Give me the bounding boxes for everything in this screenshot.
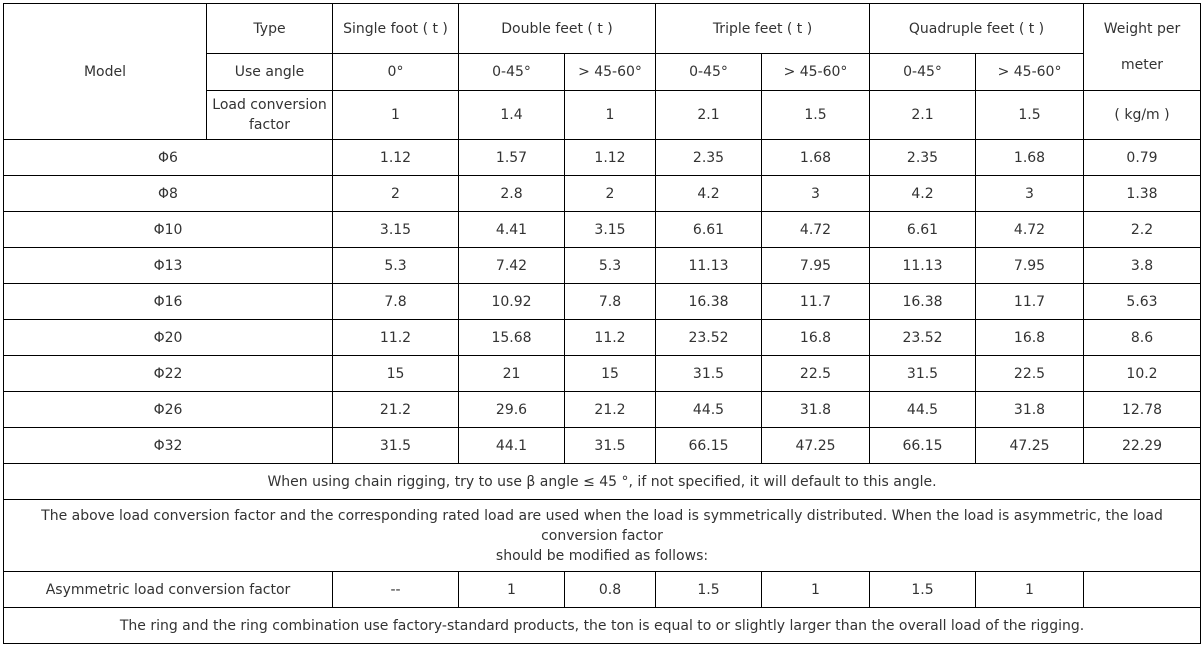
- value-cell: 6.61: [870, 212, 976, 248]
- asymmetric-factor-cell: 1.5: [870, 572, 976, 608]
- value-cell: 2.35: [870, 140, 976, 176]
- value-cell: 47.25: [976, 428, 1084, 464]
- model-header: Model: [4, 4, 207, 140]
- factor-double-low: 1.4: [459, 91, 565, 140]
- angle-double-low: 0-45°: [459, 54, 565, 91]
- factor-double-high: 1: [565, 91, 656, 140]
- value-cell: 2: [333, 176, 459, 212]
- table-row: [4, 356, 1201, 392]
- value-cell: 1.12: [565, 140, 656, 176]
- asymmetric-factor-cell: --: [333, 572, 459, 608]
- table-row: [4, 176, 1201, 212]
- value-cell: 2: [565, 176, 656, 212]
- table-row: [4, 140, 1201, 176]
- value-cell: 11.2: [565, 320, 656, 356]
- angle-triple-high: > 45-60°: [762, 54, 870, 91]
- value-cell: 5.3: [565, 248, 656, 284]
- value-cell: 10.2: [1084, 356, 1201, 392]
- value-cell: 66.15: [870, 428, 976, 464]
- value-cell: 6.61: [656, 212, 762, 248]
- asymmetric-note-line1: The above load conversion factor and the corresponding rated load are used when the load is symmetrically distributed. When the load is asymmetric, the load conversion factor: [41, 507, 1163, 544]
- value-cell: 1.38: [1084, 176, 1201, 212]
- value-cell: 15: [333, 356, 459, 392]
- value-cell: 8.6: [1084, 320, 1201, 356]
- value-cell: 3: [762, 176, 870, 212]
- value-cell: 31.5: [565, 428, 656, 464]
- model-cell: Φ26: [4, 392, 333, 428]
- factor-quadruple-high: 1.5: [976, 91, 1084, 140]
- use-angle-header: Use angle: [207, 54, 333, 91]
- value-cell: 21.2: [565, 392, 656, 428]
- model-cell: Φ13: [4, 248, 333, 284]
- single-foot-header: Single foot ( t ): [333, 4, 459, 54]
- value-cell: 16.8: [762, 320, 870, 356]
- value-cell: 16.38: [870, 284, 976, 320]
- asymmetric-factor-cell: 1.5: [656, 572, 762, 608]
- value-cell: 11.7: [762, 284, 870, 320]
- value-cell: 11.13: [656, 248, 762, 284]
- table-row: [4, 428, 1201, 464]
- double-feet-header: Double feet ( t ): [459, 4, 656, 54]
- factor-quadruple-low: 2.1: [870, 91, 976, 140]
- model-cell: Φ16: [4, 284, 333, 320]
- model-cell: Φ8: [4, 176, 333, 212]
- value-cell: 29.6: [459, 392, 565, 428]
- value-cell: 1.12: [333, 140, 459, 176]
- value-cell: 7.95: [976, 248, 1084, 284]
- value-cell: 2.35: [656, 140, 762, 176]
- beta-angle-note: When using chain rigging, try to use β angle ≤ 45 °, if not specified, it will default to this angle.: [4, 464, 1201, 500]
- value-cell: 4.72: [762, 212, 870, 248]
- angle-quadruple-low: 0-45°: [870, 54, 976, 91]
- value-cell: 23.52: [870, 320, 976, 356]
- value-cell: 3: [976, 176, 1084, 212]
- quadruple-feet-header: Quadruple feet ( t ): [870, 4, 1084, 54]
- model-cell: Φ6: [4, 140, 333, 176]
- table-row: [4, 392, 1201, 428]
- value-cell: 16.38: [656, 284, 762, 320]
- value-cell: 44.5: [656, 392, 762, 428]
- value-cell: 1.57: [459, 140, 565, 176]
- factor-triple-low: 2.1: [656, 91, 762, 140]
- value-cell: 4.41: [459, 212, 565, 248]
- value-cell: 3.8: [1084, 248, 1201, 284]
- value-cell: 31.5: [333, 428, 459, 464]
- value-cell: 5.3: [333, 248, 459, 284]
- load-conversion-factor-header: Load conversion factor: [207, 91, 333, 140]
- value-cell: 15.68: [459, 320, 565, 356]
- weight-header-line1: Weight per: [1103, 21, 1181, 37]
- angle-quadruple-high: > 45-60°: [976, 54, 1084, 91]
- value-cell: 11.7: [976, 284, 1084, 320]
- value-cell: 21: [459, 356, 565, 392]
- value-cell: 47.25: [762, 428, 870, 464]
- value-cell: 22.5: [976, 356, 1084, 392]
- value-cell: 21.2: [333, 392, 459, 428]
- model-cell: Φ32: [4, 428, 333, 464]
- value-cell: 31.8: [976, 392, 1084, 428]
- asymmetric-factor-label: Asymmetric load conversion factor: [4, 572, 333, 608]
- value-cell: 16.8: [976, 320, 1084, 356]
- value-cell: 31.5: [656, 356, 762, 392]
- value-cell: 11.13: [870, 248, 976, 284]
- model-cell: Φ10: [4, 212, 333, 248]
- value-cell: 2.2: [1084, 212, 1201, 248]
- value-cell: 44.1: [459, 428, 565, 464]
- asymmetric-factor-row: [4, 572, 1201, 608]
- angle-single: 0°: [333, 54, 459, 91]
- value-cell: 3.15: [565, 212, 656, 248]
- value-cell: 7.8: [565, 284, 656, 320]
- table-row: [4, 320, 1201, 356]
- value-cell: 23.52: [656, 320, 762, 356]
- table-row: [4, 284, 1201, 320]
- table-row: [4, 248, 1201, 284]
- value-cell: 44.5: [870, 392, 976, 428]
- value-cell: 7.42: [459, 248, 565, 284]
- ring-note: The ring and the ring combination use factory-standard products, the ton is equal to or slightly larger than the overall load of the rigging.: [4, 608, 1201, 644]
- angle-triple-low: 0-45°: [656, 54, 762, 91]
- load-spec-table: [3, 3, 1201, 644]
- value-cell: 22.5: [762, 356, 870, 392]
- model-cell: Φ20: [4, 320, 333, 356]
- asymmetric-note: [4, 500, 1201, 572]
- triple-feet-header: Triple feet ( t ): [656, 4, 870, 54]
- value-cell: 22.29: [1084, 428, 1201, 464]
- value-cell: 31.5: [870, 356, 976, 392]
- value-cell: 31.8: [762, 392, 870, 428]
- weight-unit: ( kg/m ): [1084, 91, 1201, 140]
- value-cell: 4.72: [976, 212, 1084, 248]
- angle-double-high: > 45-60°: [565, 54, 656, 91]
- value-cell: 66.15: [656, 428, 762, 464]
- value-cell: 4.2: [870, 176, 976, 212]
- value-cell: 15: [565, 356, 656, 392]
- value-cell: 12.78: [1084, 392, 1201, 428]
- model-cell: Φ22: [4, 356, 333, 392]
- value-cell: 0.79: [1084, 140, 1201, 176]
- asymmetric-factor-cell: [1084, 572, 1201, 608]
- value-cell: 3.15: [333, 212, 459, 248]
- value-cell: 2.8: [459, 176, 565, 212]
- value-cell: 7.95: [762, 248, 870, 284]
- factor-single: 1: [333, 91, 459, 140]
- value-cell: 11.2: [333, 320, 459, 356]
- value-cell: 4.2: [656, 176, 762, 212]
- value-cell: 1.68: [976, 140, 1084, 176]
- weight-per-meter-header: [1084, 4, 1201, 91]
- factor-triple-high: 1.5: [762, 91, 870, 140]
- asymmetric-factor-cell: 0.8: [565, 572, 656, 608]
- weight-header-line2: meter: [1120, 57, 1164, 73]
- asymmetric-factor-cell: 1: [762, 572, 870, 608]
- value-cell: 10.92: [459, 284, 565, 320]
- table-row: [4, 212, 1201, 248]
- type-header: Type: [207, 4, 333, 54]
- asymmetric-factor-cell: 1: [459, 572, 565, 608]
- value-cell: 5.63: [1084, 284, 1201, 320]
- value-cell: 1.68: [762, 140, 870, 176]
- value-cell: 7.8: [333, 284, 459, 320]
- asymmetric-note-line2: should be modified as follows:: [495, 547, 709, 564]
- asymmetric-factor-cell: 1: [976, 572, 1084, 608]
